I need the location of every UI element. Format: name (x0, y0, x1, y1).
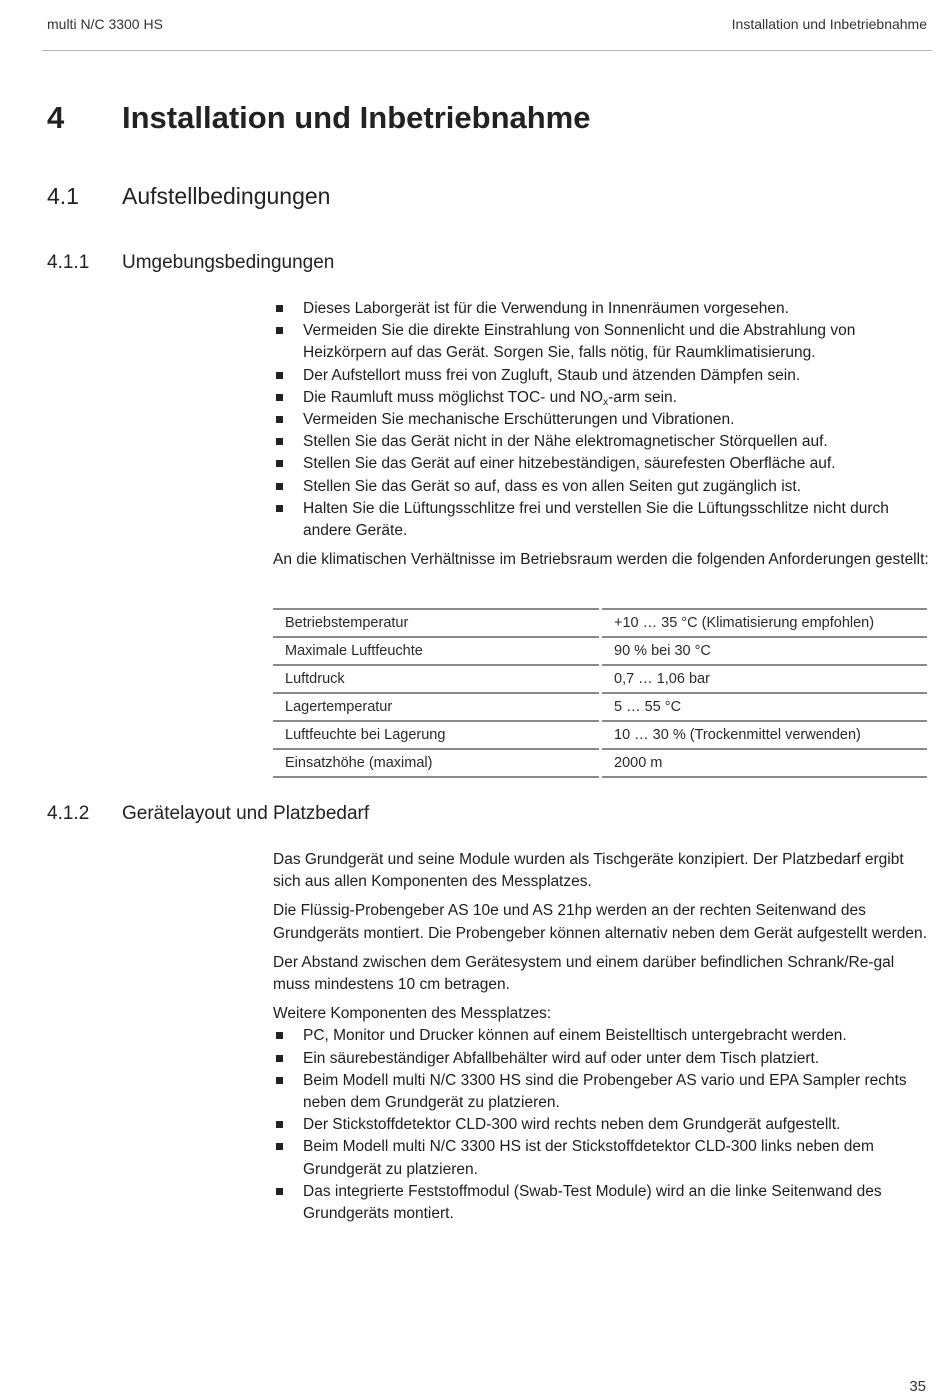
components-intro: Weitere Komponenten des Messplatzes: (273, 1005, 552, 1023)
bullet-icon (276, 372, 283, 379)
list-item: Beim Modell multi N/C 3300 HS ist der Stickstoffdetektor CLD-300 links neben dem Grundgerät zu platzieren. (273, 1136, 933, 1180)
components-bullet-list (273, 1025, 933, 1225)
bullet-icon (276, 305, 283, 312)
table-row: Luftfeuchte bei Lagerung 10 … 30 % (Trockenmittel verwenden) (273, 721, 927, 749)
paragraph: Der Abstand zwischen dem Gerätesystem und einem darüber befindlichen Schrank/Re-gal muss mindestens 10 cm betragen. (273, 953, 895, 994)
bullet-icon (276, 327, 283, 334)
climate-intro-text: An die klimatischen Verhältnisse im Betriebsraum werden die folgenden Anforderungen gestellt: (273, 551, 929, 569)
table-row: Luftdruck 0,7 … 1,06 bar (273, 665, 927, 693)
list-item: Vermeiden Sie mechanische Erschütterungen und Vibrationen. (273, 409, 933, 431)
table-row: Betriebstemperatur +10 … 35 °C (Klimatisierung empfohlen) (273, 609, 927, 637)
list-item: Die Raumluft muss möglichst TOC- und $NO_x$-arm sein. (273, 387, 933, 409)
subsection-number: 4.1.2 (47, 803, 90, 824)
subsection-title: Gerätelayout und Platzbedarf (122, 803, 370, 824)
header-product-name: multi N/C 3300 HS (47, 16, 163, 32)
list-item: Stellen Sie das Gerät auf einer hitzebeständigen, säurefesten Oberfläche auf. (273, 453, 933, 475)
bullet-icon (276, 1032, 283, 1039)
paragraph: Die Flüssig-Probengeber AS 10e und AS 21hp werden an der rechten Seitenwand des Grundgeräts montiert. Die Probengeber können alternativ neben dem Gerät aufgestellt werden. (273, 902, 927, 942)
bullet-icon (276, 438, 283, 445)
table-row: Maximale Luftfeuchte 90 % bei 30 °C (273, 637, 927, 665)
environment-bullet-list (273, 298, 933, 542)
list-item: Vermeiden Sie die direkte Einstrahlung von Sonnenlicht und die Abstrahlung von Heizkörpern auf das Gerät. Sorgen Sie, falls nötig, für Raumklimatisierung. (273, 320, 933, 364)
list-item: Stellen Sie das Gerät so auf, dass es von allen Seiten gut zugänglich ist. (273, 476, 933, 498)
section-title: Aufstellbedingungen (122, 183, 331, 209)
list-item: Dieses Laborgerät ist für die Verwendung in Innenräumen vorgesehen. (273, 298, 933, 320)
list-item: Stellen Sie das Gerät nicht in der Nähe elektromagnetischer Störquellen auf. (273, 431, 933, 453)
bullet-icon (276, 1143, 283, 1150)
table-row: Einsatzhöhe (maximal) 2000 m (273, 749, 927, 777)
list-item: Der Aufstellort muss frei von Zugluft, Staub und ätzenden Dämpfen sein. (273, 365, 933, 387)
chapter-number: 4 (47, 100, 65, 135)
bullet-icon (276, 1055, 283, 1062)
environment-conditions (273, 298, 933, 578)
bullet-icon (276, 1188, 283, 1195)
climate-requirements-table (273, 608, 927, 778)
layout-requirements (273, 849, 933, 1225)
list-item: Beim Modell multi N/C 3300 HS sind die Probengeber AS vario und EPA Sampler rechts neben dem Grundgerät zu platzieren. (273, 1070, 933, 1114)
subsection-title: Umgebungsbedingungen (122, 252, 335, 273)
bullet-icon (276, 1121, 283, 1128)
list-item: Der Stickstoffdetektor CLD-300 wird rechts neben dem Grundgerät aufgestellt. (273, 1114, 933, 1136)
list-item: Halten Sie die Lüftungsschlitze frei und verstellen Sie die Lüftungsschlitze nicht durch andere Geräte. (273, 498, 933, 542)
bullet-icon (276, 416, 283, 423)
bullet-icon (276, 460, 283, 467)
list-item: PC, Monitor und Drucker können auf einem Beistelltisch untergebracht werden. (273, 1025, 933, 1047)
subsection-number: 4.1.1 (47, 252, 90, 273)
header-chapter-title: Installation und Inbetriebnahme (731, 16, 927, 32)
list-item: Das integrierte Feststoffmodul (Swab-Test Module) wird an die linke Seitenwand des Grundgeräts montiert. (273, 1181, 933, 1225)
chapter-title: Installation und Inbetriebnahme (122, 100, 591, 135)
table-row: Lagertemperatur 5 … 55 °C (273, 693, 927, 721)
bullet-icon (276, 505, 283, 512)
list-item: Ein säurebeständiger Abfallbehälter wird auf oder unter dem Tisch platziert. (273, 1048, 933, 1070)
page-number: 35 (909, 1378, 926, 1395)
paragraph: Das Grundgerät und seine Module wurden als Tischgeräte konzipiert. Der Platzbedarf ergibt sich aus allen Komponenten des Messplatzes. (273, 851, 904, 891)
bullet-icon (276, 394, 283, 401)
bullet-icon (276, 1077, 283, 1084)
section-number: 4.1 (47, 183, 79, 209)
page-header (42, 0, 932, 51)
bullet-icon (276, 483, 283, 490)
